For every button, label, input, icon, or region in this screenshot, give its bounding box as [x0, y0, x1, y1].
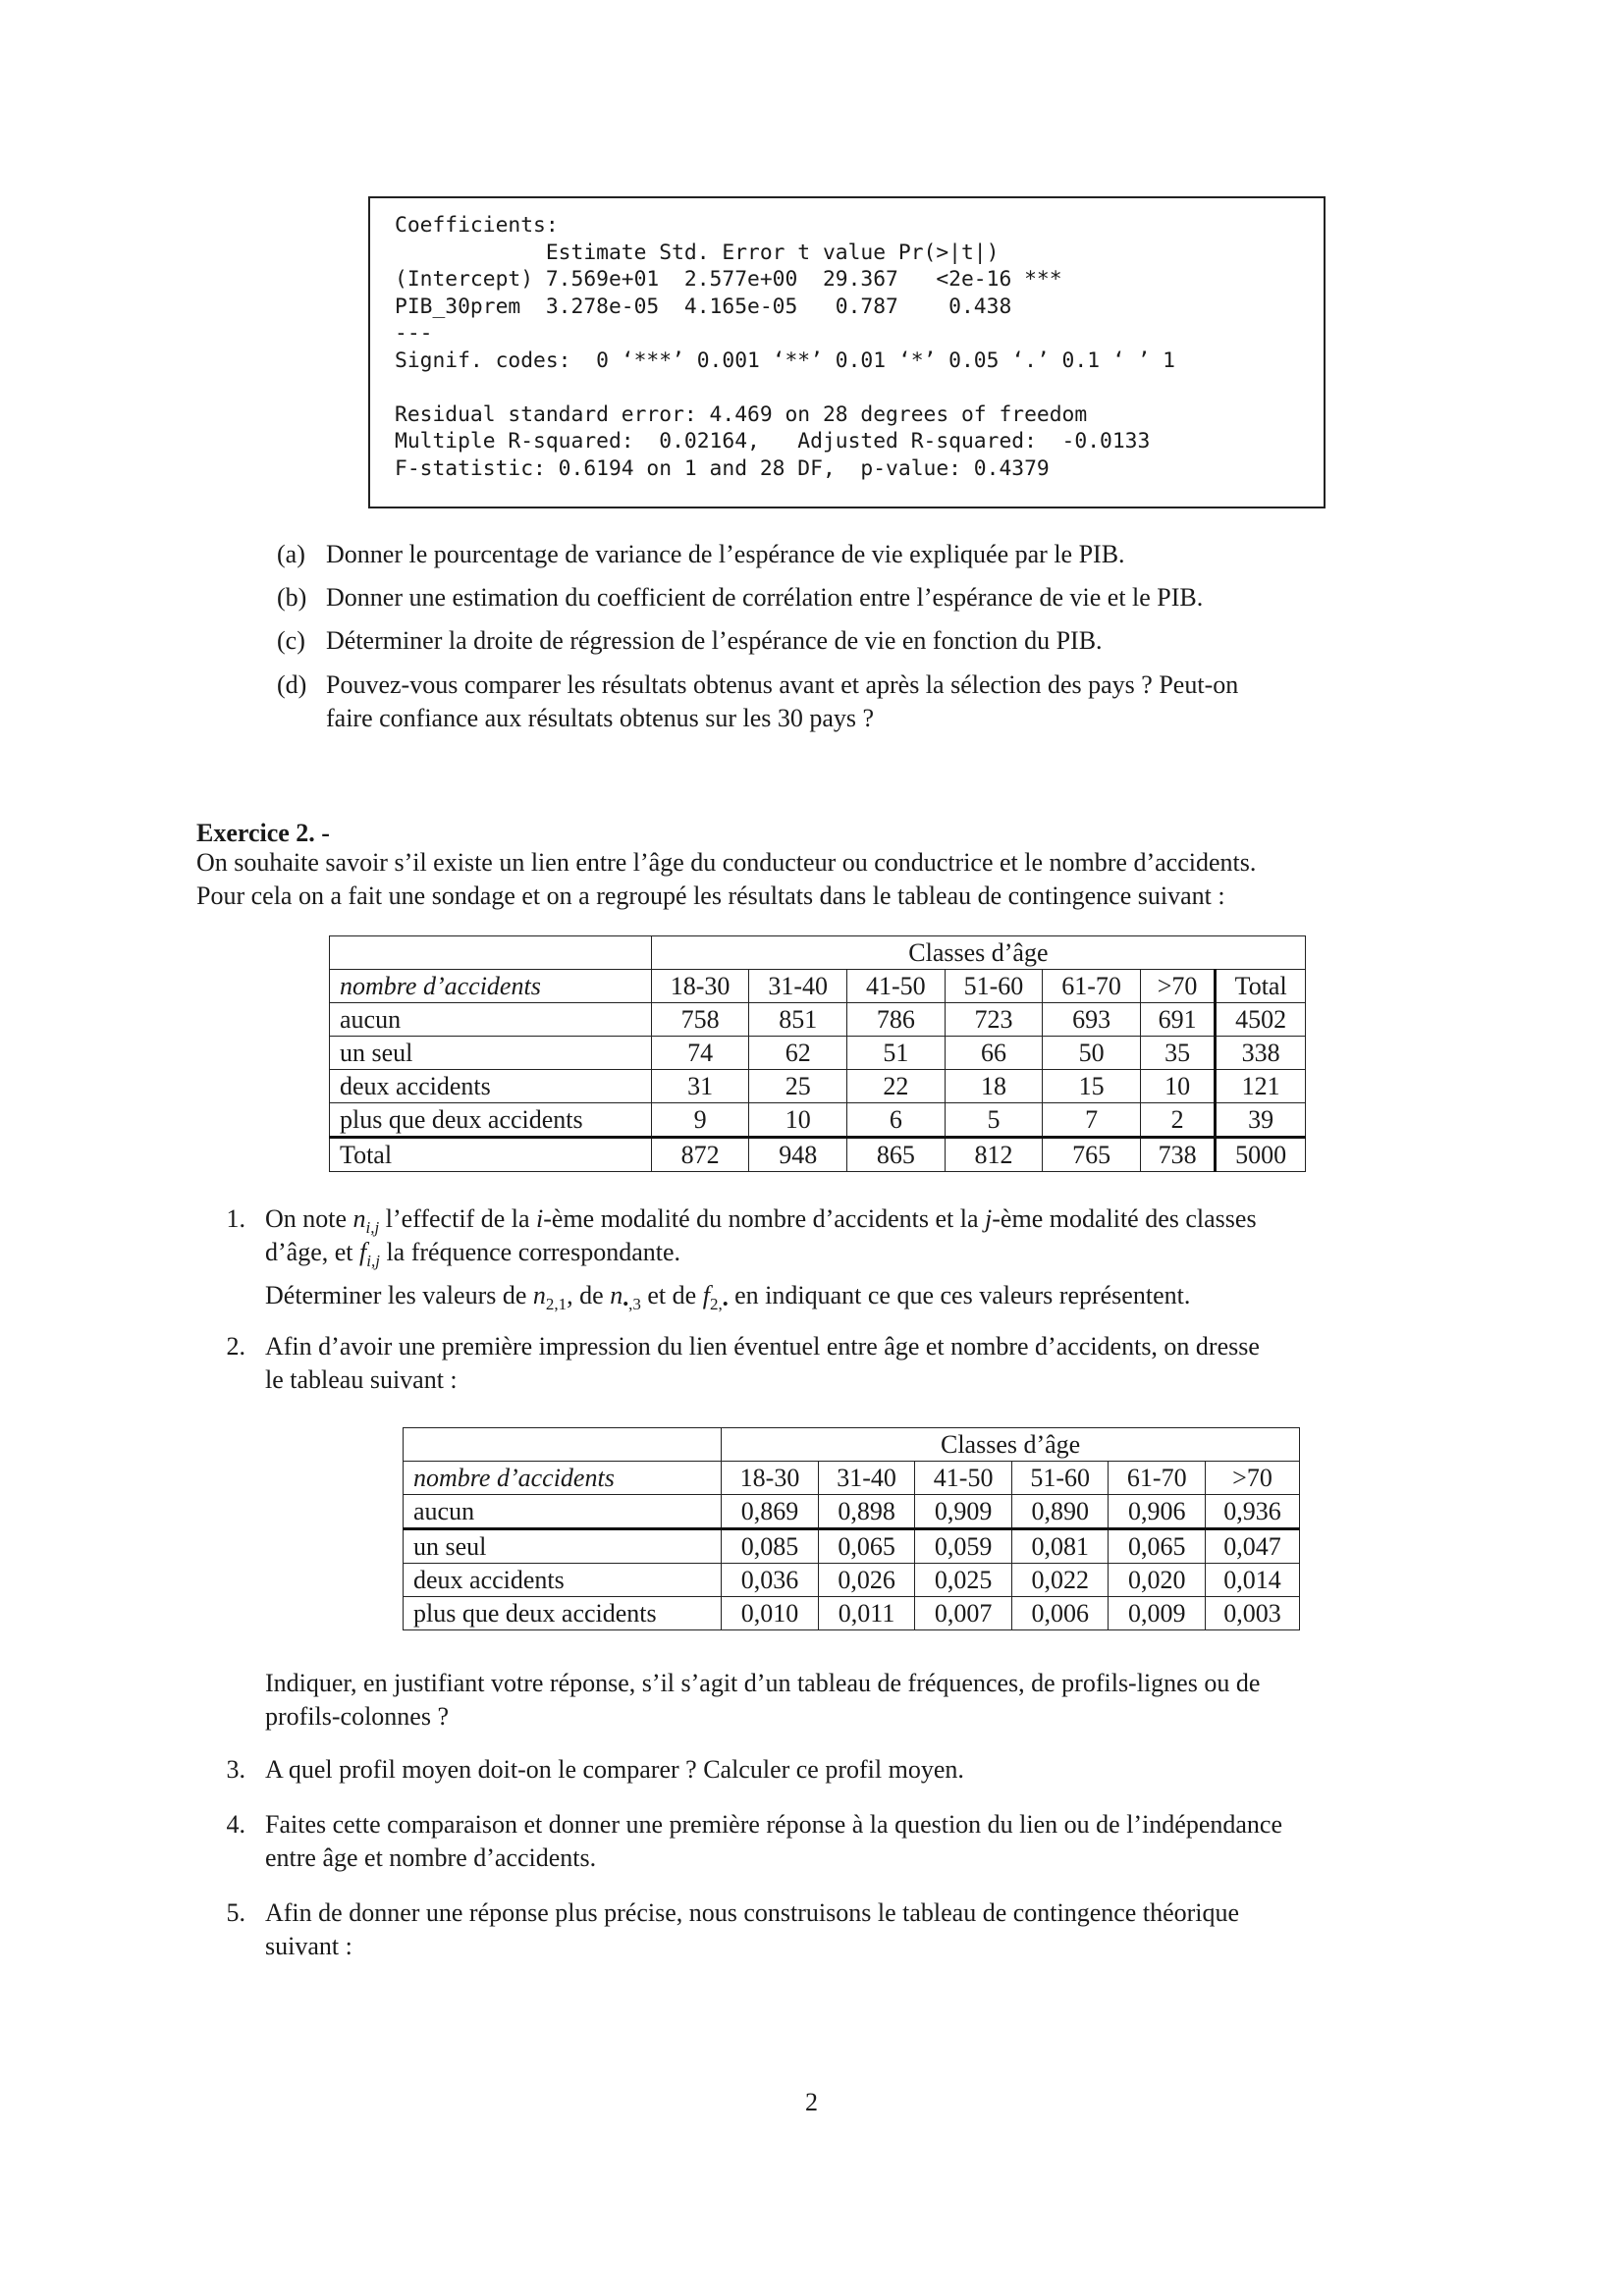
text-run: -ème modalité du nombre d’accidents et la — [543, 1204, 986, 1233]
cell: 0,009 — [1109, 1597, 1206, 1630]
group-header: Classes d’âge — [722, 1428, 1300, 1462]
text-run: d’âge, et — [265, 1238, 360, 1266]
cell: 0,010 — [722, 1597, 819, 1630]
r-line: PIB_30prem 3.278e-05 4.165e-05 0.787 0.438 — [395, 294, 1012, 319]
row-label: aucun — [404, 1495, 722, 1529]
column-header: 31-40 — [749, 970, 847, 1003]
r-line: Coefficients: — [395, 213, 559, 238]
r-line: Residual standard error: 4.469 on 28 degrees of freedom — [395, 401, 1088, 427]
text-run: et de — [640, 1281, 703, 1309]
item-line — [265, 1279, 1438, 1312]
item-3-body — [265, 1753, 1438, 1787]
question-label: (b) — [277, 583, 307, 612]
cell: 758 — [651, 1003, 749, 1037]
cell: 66 — [945, 1037, 1043, 1070]
question-text: Donner une estimation du coefficient de corrélation entre l’espérance de vie et le PIB. — [326, 583, 1204, 612]
question-text-line: Pouvez-vous comparer les résultats obtenus avant et après la sélection des pays ? Peut-on — [326, 670, 1239, 699]
cell: 0,898 — [818, 1495, 915, 1529]
column-header: 31-40 — [818, 1462, 915, 1495]
item-1-body — [265, 1202, 1438, 1312]
item-4-body — [265, 1808, 1438, 1875]
cell: 723 — [945, 1003, 1043, 1037]
cell: 10 — [1140, 1070, 1215, 1103]
cell: 693 — [1043, 1003, 1141, 1037]
cell: 0,065 — [1109, 1529, 1206, 1564]
cell: 0,936 — [1206, 1495, 1300, 1529]
r-line: Multiple R-squared: 0.02164, Adjusted R-squared: -0.0133 — [395, 429, 1151, 454]
cell: 31 — [651, 1070, 749, 1103]
column-header: 18-30 — [722, 1462, 819, 1495]
row-label: deux accidents — [404, 1564, 722, 1597]
r-line: (Intercept) 7.569e+01 2.577e+00 29.367 <2e-16 *** — [395, 267, 1062, 292]
item-line — [265, 1202, 1438, 1236]
text-run: , de — [567, 1281, 611, 1309]
table-row — [330, 1103, 1306, 1138]
group-header: Classes d’âge — [651, 936, 1305, 970]
cell: 0,022 — [1011, 1564, 1109, 1597]
table-row — [330, 1037, 1306, 1070]
question-label: (d) — [277, 670, 307, 699]
question-label: (a) — [277, 540, 305, 568]
row-label: aucun — [330, 1003, 652, 1037]
cell: 812 — [945, 1138, 1043, 1172]
cell: 74 — [651, 1037, 749, 1070]
cell: 5000 — [1216, 1138, 1306, 1172]
cell: 39 — [1216, 1103, 1306, 1138]
cell: 25 — [749, 1070, 847, 1103]
cell: 851 — [749, 1003, 847, 1037]
cell: 0,006 — [1011, 1597, 1109, 1630]
cell: 22 — [847, 1070, 946, 1103]
cell: 5 — [945, 1103, 1043, 1138]
item-number: 2. — [226, 1332, 245, 1361]
exercise-intro — [196, 846, 1434, 913]
question-text — [326, 668, 1435, 735]
column-header: 41-50 — [915, 1462, 1012, 1495]
cell: 0,906 — [1109, 1495, 1206, 1529]
r-line — [395, 374, 1175, 401]
math-subscript: •,3 — [623, 1295, 641, 1314]
cell: 0,020 — [1109, 1564, 1206, 1597]
item-line: Faites cette comparaison et donner une première réponse à la question du lien ou de l’indépendance — [265, 1810, 1283, 1839]
math-subscript: i,j — [366, 1252, 380, 1271]
row-label: deux accidents — [330, 1070, 652, 1103]
row-label: plus que deux accidents — [330, 1103, 652, 1138]
item-line: Afin de donner une réponse plus précise, nous construisons le tableau de contingence théorique — [265, 1898, 1240, 1927]
r-line: Signif. codes: 0 ‘***’ 0.001 ‘**’ 0.01 ‘*’ 0.05 ‘.’ 0.1 ‘ ’ 1 — [395, 347, 1175, 373]
math-symbol: f — [702, 1281, 710, 1309]
r-regression-output — [368, 196, 1326, 508]
item-2-body — [265, 1330, 1438, 1397]
item-line: Afin d’avoir une première impression du lien éventuel entre âge et nombre d’accidents, on dresse — [265, 1332, 1260, 1361]
contingency-table — [329, 935, 1306, 1172]
cell: 0,007 — [915, 1597, 1012, 1630]
cell: 51 — [847, 1037, 946, 1070]
text-run: l’effectif de la — [379, 1204, 537, 1233]
cell: 0,003 — [1206, 1597, 1300, 1630]
cell: 10 — [749, 1103, 847, 1138]
r-line: F-statistic: 0.6194 on 1 and 28 DF, p-value: 0.4379 — [395, 455, 1050, 481]
math-subscript: 2,1 — [545, 1295, 568, 1314]
cell: 0,014 — [1206, 1564, 1300, 1597]
math-symbol: n — [352, 1204, 366, 1233]
cell: 0,025 — [915, 1564, 1012, 1597]
cell: 0,909 — [915, 1495, 1012, 1529]
math-symbol: f — [359, 1238, 367, 1266]
cell: 738 — [1140, 1138, 1215, 1172]
question-text-line: faire confiance aux résultats obtenus sur les 30 pays ? — [326, 704, 875, 732]
text-run: On note — [265, 1204, 353, 1233]
question-text: Déterminer la droite de régression de l’espérance de vie en fonction du PIB. — [326, 626, 1103, 655]
cell: 0,036 — [722, 1564, 819, 1597]
column-header: >70 — [1140, 970, 1215, 1003]
math-subscript: i,j — [365, 1218, 380, 1238]
cell: 0,047 — [1206, 1529, 1300, 1564]
r-line: --- — [395, 321, 433, 346]
math-symbol: i — [536, 1204, 544, 1233]
profile-table — [403, 1427, 1300, 1630]
item-number: 4. — [226, 1810, 245, 1839]
item-number: 3. — [226, 1755, 245, 1784]
cell: 18 — [945, 1070, 1043, 1103]
column-header: 41-50 — [847, 970, 946, 1003]
item-number: 5. — [226, 1898, 245, 1927]
item-number: 1. — [226, 1204, 245, 1233]
exercise-title: Exercice 2. - — [196, 819, 330, 847]
cell: 0,085 — [722, 1529, 819, 1564]
math-symbol: j — [985, 1204, 993, 1233]
cell: 4502 — [1216, 1003, 1306, 1037]
text-run: Déterminer les valeurs de — [265, 1281, 533, 1309]
item-line: entre âge et nombre d’accidents. — [265, 1843, 597, 1872]
item-line: A quel profil moyen doit-on le comparer ? Calculer ce profil moyen. — [265, 1755, 964, 1784]
cell: 691 — [1140, 1003, 1215, 1037]
math-symbol: n — [532, 1281, 546, 1309]
table-row — [404, 1495, 1300, 1529]
r-line: Estimate Std. Error t value Pr(>|t|) — [395, 240, 1000, 265]
row-label: Total — [330, 1138, 652, 1172]
corner-cell — [404, 1428, 722, 1462]
cell: 0,065 — [818, 1529, 915, 1564]
table-row — [404, 1597, 1300, 1630]
r-output-text — [395, 212, 1175, 482]
intro-line: Pour cela on a fait une sondage et on a regroupé les résultats dans le tableau de contingence suivant : — [196, 881, 1225, 910]
math-symbol: n — [610, 1281, 623, 1309]
text-run: -ème modalité des classes — [992, 1204, 1257, 1233]
question-label: (c) — [277, 626, 305, 655]
cell: 865 — [847, 1138, 946, 1172]
cell: 2 — [1140, 1103, 1215, 1138]
cell: 0,011 — [818, 1597, 915, 1630]
row-label: un seul — [404, 1529, 722, 1564]
cell: 338 — [1216, 1037, 1306, 1070]
cell: 62 — [749, 1037, 847, 1070]
cell: 0,059 — [915, 1529, 1012, 1564]
cell: 0,026 — [818, 1564, 915, 1597]
row-label: plus que deux accidents — [404, 1597, 722, 1630]
column-header: 61-70 — [1109, 1462, 1206, 1495]
table-row — [330, 1003, 1306, 1037]
table-row — [404, 1564, 1300, 1597]
cell: 50 — [1043, 1037, 1141, 1070]
column-header: 51-60 — [945, 970, 1043, 1003]
table-row — [330, 1070, 1306, 1103]
text-run: en indiquant ce que ces valeurs représentent. — [728, 1281, 1191, 1309]
corner-cell — [330, 936, 652, 970]
page-number: 2 — [805, 2088, 818, 2116]
item-line: profils-colonnes ? — [265, 1702, 450, 1731]
row-header: nombre d’accidents — [330, 970, 652, 1003]
item-line: le tableau suivant : — [265, 1365, 458, 1394]
cell: 35 — [1140, 1037, 1215, 1070]
item-2-question — [265, 1667, 1438, 1734]
table-row-total — [330, 1138, 1306, 1172]
row-label: un seul — [330, 1037, 652, 1070]
column-header: 18-30 — [651, 970, 749, 1003]
column-header: >70 — [1206, 1462, 1300, 1495]
intro-line: On souhaite savoir s’il existe un lien entre l’âge du conducteur ou conductrice et le nombre d’accidents. — [196, 848, 1257, 877]
item-line: Indiquer, en justifiant votre réponse, s’il s’agit d’un tableau de fréquences, de profils-lignes ou de — [265, 1669, 1261, 1697]
cell: 0,890 — [1011, 1495, 1109, 1529]
cell: 872 — [651, 1138, 749, 1172]
cell: 6 — [847, 1103, 946, 1138]
text-run: la fréquence correspondante. — [379, 1238, 681, 1266]
column-header: Total — [1216, 970, 1306, 1003]
row-header: nombre d’accidents — [404, 1462, 722, 1495]
cell: 9 — [651, 1103, 749, 1138]
column-header: 61-70 — [1043, 970, 1141, 1003]
cell: 7 — [1043, 1103, 1141, 1138]
cell: 0,081 — [1011, 1529, 1109, 1564]
cell: 765 — [1043, 1138, 1141, 1172]
item-line — [265, 1236, 1438, 1269]
cell: 121 — [1216, 1070, 1306, 1103]
cell: 948 — [749, 1138, 847, 1172]
cell: 15 — [1043, 1070, 1141, 1103]
cell: 0,869 — [722, 1495, 819, 1529]
cell: 786 — [847, 1003, 946, 1037]
table-row — [404, 1529, 1300, 1564]
column-header: 51-60 — [1011, 1462, 1109, 1495]
item-5-body — [265, 1896, 1438, 1963]
item-line: suivant : — [265, 1932, 352, 1960]
math-subscript: 2,• — [709, 1295, 729, 1314]
question-text: Donner le pourcentage de variance de l’espérance de vie expliquée par le PIB. — [326, 540, 1125, 568]
